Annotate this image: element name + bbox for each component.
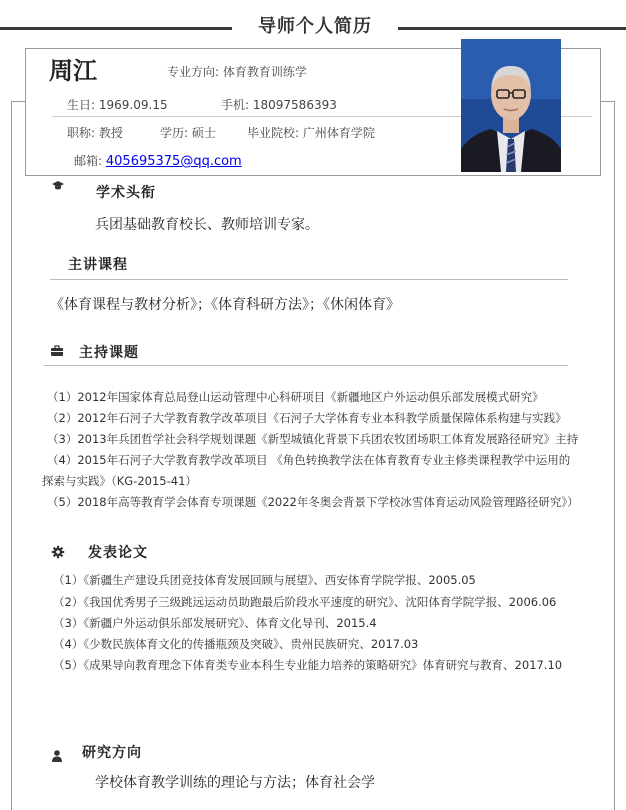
major-value: 体育教育训练学 <box>222 65 307 79</box>
gear-icon <box>51 545 65 559</box>
project-item: （5）2018年高等教育学会体育专项课题《2022年冬奥会背景下学校冰雪体育运动风险管理路径研究》） <box>47 495 579 509</box>
email-label: 邮箱: <box>74 154 103 168</box>
title-value: 教授 <box>98 126 123 140</box>
birth-value: 1969.09.15 <box>98 98 168 112</box>
papers-heading: 发表论文 <box>88 545 148 561</box>
project-item: 探索与实践》（KG-2015-41） <box>42 474 197 488</box>
degree-value: 硕士 <box>191 126 216 140</box>
academic-text: 兵团基础教育校长、教师培训专家。 <box>95 217 319 233</box>
degree-label: 学历: <box>160 126 189 140</box>
phone-field <box>221 96 337 113</box>
person-icon <box>50 749 64 763</box>
research-text: 学校体育教学训练的理论与方法；体育社会学 <box>95 775 375 791</box>
school-label: 毕业院校: <box>247 126 300 140</box>
academic-heading: 学术头衔 <box>96 185 156 201</box>
phone-value: 18097586393 <box>252 98 337 112</box>
project-item: （3）2013年兵团哲学社会科学规划课题《新型城镇化背景下兵团农牧团场职工体育发展路径研究》主持 <box>47 432 579 446</box>
graduation-cap-icon <box>51 179 65 193</box>
email-link[interactable]: 405695375@qq.com <box>105 154 242 169</box>
profile-name: 周江 <box>49 57 97 85</box>
school-value: 广州体育学院 <box>302 126 375 140</box>
profile-photo <box>461 39 561 172</box>
page-title: 导师个人简历 <box>258 16 372 37</box>
title-field <box>67 124 123 141</box>
research-heading: 研究方向 <box>82 745 142 761</box>
projects-rule <box>44 365 568 366</box>
projects-heading: 主持课题 <box>79 345 139 361</box>
birth-label: 生日: <box>67 98 96 112</box>
paper-item: （2）《我国优秀男子三级跳远运动员助跑最后阶段水平速度的研究》、沈阳体育学院学报、2006.06 <box>53 595 557 609</box>
header-rule-right <box>398 27 626 30</box>
courses-heading: 主讲课程 <box>68 257 128 273</box>
major-field <box>167 63 307 80</box>
email-field <box>74 152 242 169</box>
title-label: 职称: <box>67 126 96 140</box>
project-item: （2）2012年石河子大学教育教学改革项目《石河子大学体育专业本科教学质量保障体系构建与实践》 <box>47 411 567 425</box>
degree-field <box>160 124 216 141</box>
paper-item: （3）《新疆户外运动俱乐部发展研究》、体育文化导刊、2015.4 <box>53 616 377 630</box>
portrait-image <box>461 39 561 172</box>
paper-item: （4）《少数民族体育文化的传播瓶颈及突破》、贵州民族研究、2017.03 <box>53 637 419 651</box>
header-rule-left <box>0 27 232 30</box>
courses-rule <box>50 279 568 280</box>
school-field <box>247 124 375 141</box>
paper-item: （5）《成果导向教育理念下体育类专业本科生专业能力培养的策略研究》体育研究与教育、2017.10 <box>53 658 563 672</box>
project-item: （4）2015年石河子大学教育教学改革项目 《角色转换教学法在体育教育专业主修类课程教学中运用的 <box>47 453 571 467</box>
birth-field <box>67 96 168 113</box>
phone-label: 手机: <box>221 98 250 112</box>
briefcase-icon <box>50 344 64 358</box>
courses-text: 《体育课程与教材分析》；《体育科研方法》；《休闲体育》 <box>50 297 400 313</box>
major-label: 专业方向: <box>167 65 220 79</box>
project-item: （1）2012年国家体育总局登山运动管理中心科研项目《新疆地区户外运动俱乐部发展模式研究》 <box>47 390 544 404</box>
paper-item: （1）《新疆生产建设兵团竞技体育发展回顾与展望》、西安体育学院学报、2005.05 <box>53 573 476 587</box>
